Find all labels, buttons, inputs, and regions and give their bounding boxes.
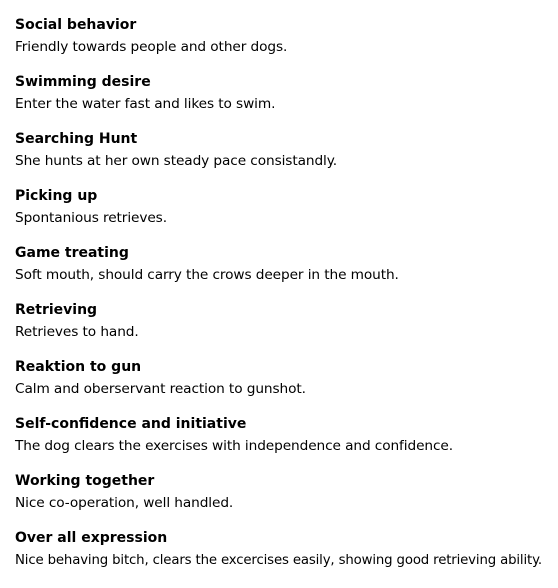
entry-heading: Retrieving: [15, 302, 98, 318]
entry-heading: Over all expression: [15, 530, 168, 546]
entry-text: Friendly towards people and other dogs.: [15, 39, 288, 55]
entry-game-treating: [15, 245, 558, 302]
entry-text: Retrieves to hand.: [15, 324, 139, 340]
entry-text: She hunts at her own steady pace consistandly.: [15, 153, 338, 169]
entry-social-behavior: [15, 17, 558, 74]
entry-retrieving: [15, 302, 558, 359]
entry-heading: Self-confidence and initiative: [15, 416, 247, 432]
entry-text: Nice co-operation, well handled.: [15, 495, 234, 511]
entry-heading: Searching Hunt: [15, 131, 138, 147]
entry-heading: Game treating: [15, 245, 129, 261]
entry-self-confidence: [15, 416, 558, 473]
entry-heading: Swimming desire: [15, 74, 151, 90]
entry-text: Enter the water fast and likes to swim.: [15, 96, 276, 112]
entry-text: Nice behaving bitch, clears the excercises easily, showing good retrieving ability.: [15, 553, 542, 568]
entry-text: Soft mouth, should carry the crows deeper in the mouth.: [15, 267, 399, 283]
entry-heading: Picking up: [15, 188, 98, 204]
entry-text: The dog clears the exercises with independence and confidence.: [15, 438, 453, 454]
entry-heading: Working together: [15, 473, 155, 489]
entry-working-together: [15, 473, 558, 530]
entry-heading: Reaktion to gun: [15, 359, 142, 375]
entry-picking-up: [15, 188, 558, 245]
entry-searching-hunt: [15, 131, 558, 188]
entry-reaktion-to-gun: [15, 359, 558, 416]
entry-heading: Social behavior: [15, 17, 137, 33]
entry-over-all-expression: [15, 530, 558, 587]
entry-swimming-desire: [15, 74, 558, 131]
entry-text: Spontanious retrieves.: [15, 210, 167, 226]
entry-text: Calm and oberservant reaction to gunshot.: [15, 381, 306, 397]
